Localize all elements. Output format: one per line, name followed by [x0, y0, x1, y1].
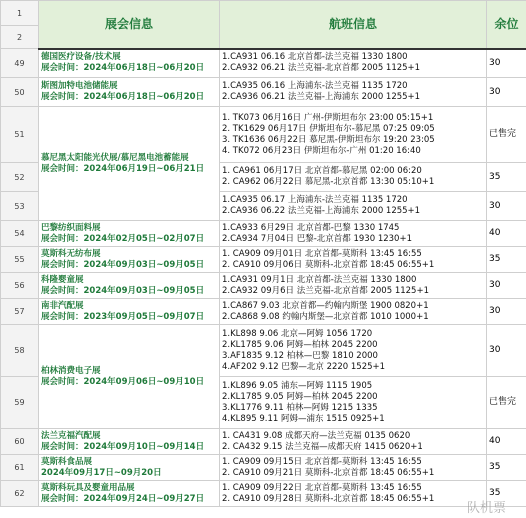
expo-name: 慕尼黑太阳能光伏展/慕尼黑电池蓄能展	[41, 152, 189, 163]
flight-info-cell[interactable]	[220, 49, 487, 78]
table-row	[1, 273, 526, 299]
seats-cell[interactable]: 35	[487, 163, 526, 192]
flight-line: 1.CA931 09月1日 北京首都-法兰克福 1330 1800	[222, 274, 417, 285]
expo-info-cell[interactable]	[39, 455, 220, 481]
seats-cell[interactable]: 35	[487, 481, 526, 507]
flight-line: 2.KL1785 9.06 阿姆—柏林 2045 2200	[222, 339, 378, 350]
row-number-cell[interactable]: 57	[1, 299, 39, 325]
flight-info-cell[interactable]	[220, 481, 487, 507]
expo-name: 莫斯科无纺布展	[41, 248, 101, 259]
flight-line: 2. CA910 09月28日 莫斯科-北京首都 18:45 06:55+1	[222, 493, 435, 504]
expo-info-cell[interactable]	[39, 78, 220, 107]
expo-info-cell[interactable]	[39, 429, 220, 455]
flight-line: 1.KL896 9.05 浦东—阿姆 1115 1905	[222, 380, 373, 391]
flight-line: 2. TK1629 06月17日 伊斯坦布尔-慕尼黑 07:25 09:05	[222, 123, 435, 134]
flight-line: 1.CA931 06.16 北京首都-法兰克福 1330 1800	[222, 52, 408, 63]
expo-time: 展会时间：2024年09月03日~09月05日	[41, 285, 205, 296]
flight-line: 3.AF1835 9.12 柏林—巴黎 1810 2000	[222, 350, 378, 361]
flight-line: 1. TK073 06月16日 广州-伊斯坦布尔 23:00 05:15+1	[222, 112, 434, 123]
seats-cell[interactable]: 30	[487, 325, 526, 377]
seats-cell[interactable]: 40	[487, 429, 526, 455]
table-row	[1, 325, 526, 377]
row-number-cell[interactable]: 50	[1, 78, 39, 107]
row-number-cell[interactable]: 53	[1, 192, 39, 221]
row-number-cell[interactable]: 60	[1, 429, 39, 455]
flight-line: 1. CA961 06月17日 北京首都-慕尼黑 02:00 06:20	[222, 166, 422, 176]
flight-line: 1. CA909 09月22日 北京首都-莫斯科 13:45 16:55	[222, 482, 422, 493]
flight-info-cell[interactable]	[220, 455, 487, 481]
row-number-cell[interactable]: 56	[1, 273, 39, 299]
flight-info-cell[interactable]	[220, 163, 487, 192]
flight-info-cell[interactable]	[220, 273, 487, 299]
table-row	[1, 455, 526, 481]
expo-name: 斯图加特电池储能展	[41, 81, 118, 91]
flight-line: 2.CA936 06.22 法兰克福-上海浦东 2000 1255+1	[222, 206, 421, 216]
header-seats-left[interactable]: 余位	[487, 1, 526, 49]
header-flight-info[interactable]: 航班信息	[220, 1, 487, 49]
table-row	[1, 49, 526, 78]
expo-time: 展会时间：2024年06月18日~06月20日	[41, 92, 205, 102]
flight-line: 2.CA934 7月04日 巴黎-北京首都 1930 1230+1	[222, 233, 412, 244]
expo-info-cell[interactable]	[39, 49, 220, 78]
seats-cell[interactable]: 30	[487, 49, 526, 78]
flight-line: 4. TK072 06月23日 伊斯坦布尔-广州 01:20 16:40	[222, 145, 421, 156]
expo-info-cell[interactable]	[39, 107, 220, 221]
flight-line: 1.CA933 6月29日 北京首都-巴黎 1330 1745	[222, 222, 400, 233]
expo-info-cell[interactable]	[39, 481, 220, 507]
row-number-cell[interactable]: 61	[1, 455, 39, 481]
flight-info-cell[interactable]	[220, 221, 487, 247]
expo-time: 展会时间：2024年06月19日~06月21日	[41, 163, 205, 174]
table-row	[1, 247, 526, 273]
row-number-cell[interactable]: 55	[1, 247, 39, 273]
table-row	[1, 299, 526, 325]
expo-time: 展会时间：2024年09月10日~09月14日	[41, 441, 205, 452]
expo-time: 展会时间：2023年09月05日~09月07日	[41, 311, 205, 322]
expo-name: 莫斯科玩具及婴童用品展	[41, 482, 135, 493]
watermark: 队机票	[466, 501, 506, 516]
flight-info-cell[interactable]	[220, 429, 487, 455]
flight-line: 2. CA910 09月06日 莫斯科-北京首都 18:45 06:55+1	[222, 259, 435, 270]
expo-time: 展会时间：2024年02月05日~02月07日	[41, 233, 205, 244]
seats-cell[interactable]: 30	[487, 78, 526, 107]
expo-name: 柏林消费电子展	[41, 365, 101, 376]
expo-name: 德国医疗设备/技术展	[41, 52, 121, 63]
seats-cell[interactable]: 35	[487, 455, 526, 481]
seats-cell[interactable]: 30	[487, 299, 526, 325]
flight-info-cell[interactable]	[220, 247, 487, 273]
seats-cell[interactable]: 35	[487, 247, 526, 273]
flight-line: 2. CA962 06月22日 慕尼黑-北京首都 13:30 05:10+1	[222, 177, 435, 187]
seats-cell[interactable]: 已售完	[487, 107, 526, 163]
row-number-cell[interactable]: 51	[1, 107, 39, 163]
table-row	[1, 221, 526, 247]
row-number-cell[interactable]: 49	[1, 49, 39, 78]
table-row	[1, 107, 526, 163]
flight-line: 1. CA431 9.08 成都天府—法兰克福 0135 0620	[222, 430, 411, 441]
table-row	[1, 429, 526, 455]
expo-time: 展会时间：2024年06月18日~06月20日	[41, 63, 205, 74]
flight-line: 1.KL898 9.06 北京—阿姆 1056 1720	[222, 328, 373, 339]
flight-line: 2.CA932 09月6日 法兰克福-北京首都 2005 1125+1	[222, 285, 429, 296]
flight-line: 2. CA910 09月21日 莫斯科-北京首都 18:45 06:55+1	[222, 467, 435, 478]
row-number-cell[interactable]: 1	[1, 1, 39, 26]
expo-time: 展会时间：2024年09月03日~09月05日	[41, 259, 205, 270]
flight-line: 1. CA909 09月15日 北京首都-莫斯科 13:45 16:55	[222, 456, 422, 467]
expo-name: 巴黎纺织面料展	[41, 222, 101, 233]
expo-time: 展会时间：2024年09月24日~09月27日	[41, 493, 205, 504]
expo-info-cell[interactable]	[39, 221, 220, 247]
row-number-cell[interactable]: 52	[1, 163, 39, 192]
flight-line: 2.KL1785 9.05 阿姆—柏林 2045 2200	[222, 391, 378, 402]
expo-info-cell[interactable]	[39, 247, 220, 273]
flight-info-cell[interactable]	[220, 107, 487, 163]
flight-line: 2.CA868 9.08 约翰内斯堡—北京首都 1010 1000+1	[222, 311, 429, 322]
row-number-cell[interactable]: 62	[1, 481, 39, 507]
header-row	[1, 1, 526, 26]
flight-info-cell[interactable]	[220, 377, 487, 429]
flight-line: 1. CA909 09月01日 北京首都-莫斯科 13:45 16:55	[222, 248, 422, 259]
row-number-cell[interactable]: 54	[1, 221, 39, 247]
header-expo-info[interactable]: 展会信息	[39, 1, 220, 49]
expo-time: 2024年09月17日~09月20日	[41, 467, 162, 478]
expo-name: 科隆婴童展	[41, 274, 84, 285]
flight-info-cell[interactable]	[220, 192, 487, 221]
seats-cell[interactable]: 40	[487, 221, 526, 247]
row-number-cell[interactable]: 2	[1, 26, 39, 49]
expo-info-cell[interactable]	[39, 299, 220, 325]
flight-line: 2.CA936 06.21 法兰克福-上海浦东 2000 1255+1	[222, 92, 421, 102]
flight-line: 4.KL895 9.11 阿姆—浦东 1515 0925+1	[222, 413, 385, 424]
expo-name: 莫斯科食品展	[41, 456, 93, 467]
expo-info-cell[interactable]	[39, 273, 220, 299]
flight-line: 2. CA432 9.15 法兰克福—成都天府 1415 0620+1	[222, 441, 423, 452]
expo-time: 展会时间：2024年09月06日~09月10日	[41, 376, 205, 387]
flight-line: 3. TK1636 06月22日 慕尼黑-伊斯坦布尔 19:20 23:05	[222, 134, 435, 145]
row-number-cell[interactable]: 58	[1, 325, 39, 377]
seats-cell[interactable]: 30	[487, 273, 526, 299]
expo-name: 法兰克福汽配展	[41, 430, 101, 441]
seats-cell[interactable]: 已售完	[487, 377, 526, 429]
expo-info-cell[interactable]	[39, 325, 220, 429]
expo-name: 南非汽配展	[41, 300, 84, 311]
flight-line: 3.KL1776 9.11 柏林—阿姆 1215 1335	[222, 402, 378, 413]
flight-info-cell[interactable]	[220, 325, 487, 377]
flight-line: 2.CA932 06.21 法兰克福-北京首都 2005 1125+1	[222, 63, 421, 74]
row-number-cell[interactable]: 59	[1, 377, 39, 429]
table-row	[1, 481, 526, 507]
flight-line: 1.CA935 06.16 上海浦东-法兰克福 1135 1720	[222, 81, 408, 91]
seats-cell[interactable]: 30	[487, 192, 526, 221]
flight-info-cell[interactable]	[220, 299, 487, 325]
table-row	[1, 78, 526, 107]
flight-line: 1.CA867 9.03 北京首都—约翰内斯堡 1900 0820+1	[222, 300, 429, 311]
flight-info-cell[interactable]	[220, 78, 487, 107]
flight-line: 4.AF202 9.12 巴黎—北京 2220 1525+1	[222, 361, 386, 372]
flight-line: 1.CA935 06.17 上海浦东-法兰克福 1135 1720	[222, 195, 408, 205]
